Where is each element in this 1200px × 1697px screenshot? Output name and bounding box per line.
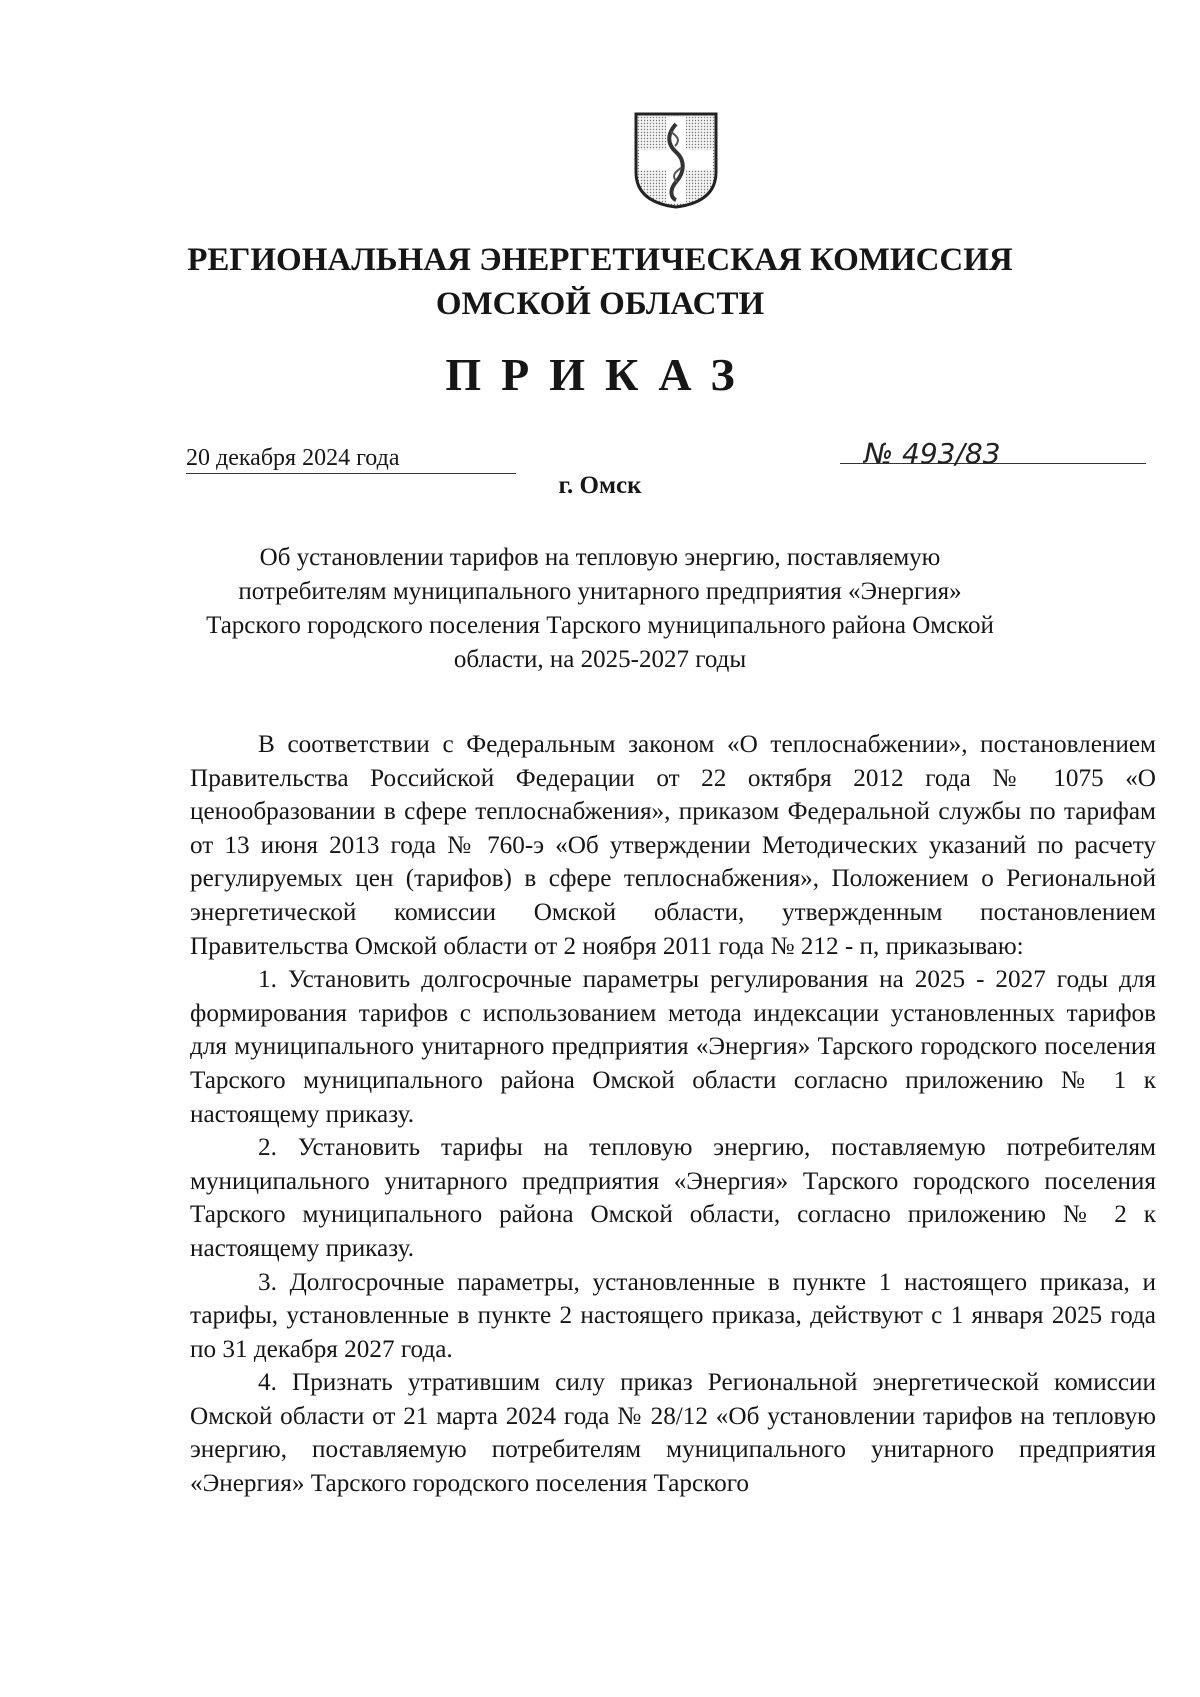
organization-line-1: РЕГИОНАЛЬНАЯ ЭНЕРГЕТИЧЕСКАЯ КОМИССИЯ: [187, 242, 1013, 278]
document-date: 20 декабря 2024 года: [186, 443, 516, 474]
organization-line-2: ОМСКОЙ ОБЛАСТИ: [435, 286, 765, 322]
preamble-paragraph: В соответствии с Федеральным законом «О теплоснабжении», постановлением Правительства Российской Федерации от 22 октября 2012 года № 1075 «О ценообразовании в сфере теплоснабжения», приказом Федеральной службы по тарифам от 13 июня 2013 года № 760-э «Об утверждении Методических указаний по расчету регулируемых цен (тарифов) в сфере теплоснабжения», Положением о Региональной энергетической комиссии Омской области, утвержденным постановлением Правительства Омской области от 2 ноября 2011 года № 212 - п, приказываю:: [190, 731, 1156, 960]
document-title: Об установлении тарифов на тепловую энергию, поставляемую потребителям муниципального унитарного предприятия «Энергия» Тарского городского поселения Тарского муниципального района Омской области, на 2025-2027 годы: [206, 544, 994, 673]
item-3-paragraph: 3. Долгосрочные параметры, установленные в пункте 1 настоящего приказа, и тарифы, установленные в пункте 2 настоящего приказа, действуют с 1 января 2025 года по 31 декабря 2027 года.: [190, 1268, 1156, 1363]
item-1-paragraph: 1. Установить долгосрочные параметры регулирования на 2025 - 2027 годы для формирования тарифов с использованием метода индексации установленных тарифов для муниципального унитарного предприятия «Энергия» Тарского городского поселения Тарского муниципального района Омской области согласно приложению № 1 к настоящему приказу.: [190, 966, 1156, 1128]
document-type: ПРИКАЗ: [445, 349, 755, 400]
document-body: [190, 728, 1156, 1501]
city: г. Омск: [558, 472, 642, 499]
coat-of-arms-icon: [631, 110, 721, 210]
item-2-paragraph: 2. Установить тарифы на тепловую энергию, поставляемую потребителям муниципального унитарного предприятия «Энергия» Тарского городского поселения Тарского муниципального района Омской области, согласно приложению № 2 к настоящему приказу.: [190, 1134, 1156, 1262]
organization-name: [120, 238, 1080, 326]
document-number-handwritten: [860, 432, 1050, 472]
item-4-paragraph: 4. Признать утратившим силу приказ Региональной энергетической комиссии Омской области от 21 марта 2024 года № 28/12 «Об установлении тарифов на тепловую энергию, поставляемую потребителям муниципального унитарного предприятия «Энергия» Тарского городского поселения Тарского: [190, 1369, 1156, 1498]
document-number-text: № 493/83: [864, 437, 1001, 470]
